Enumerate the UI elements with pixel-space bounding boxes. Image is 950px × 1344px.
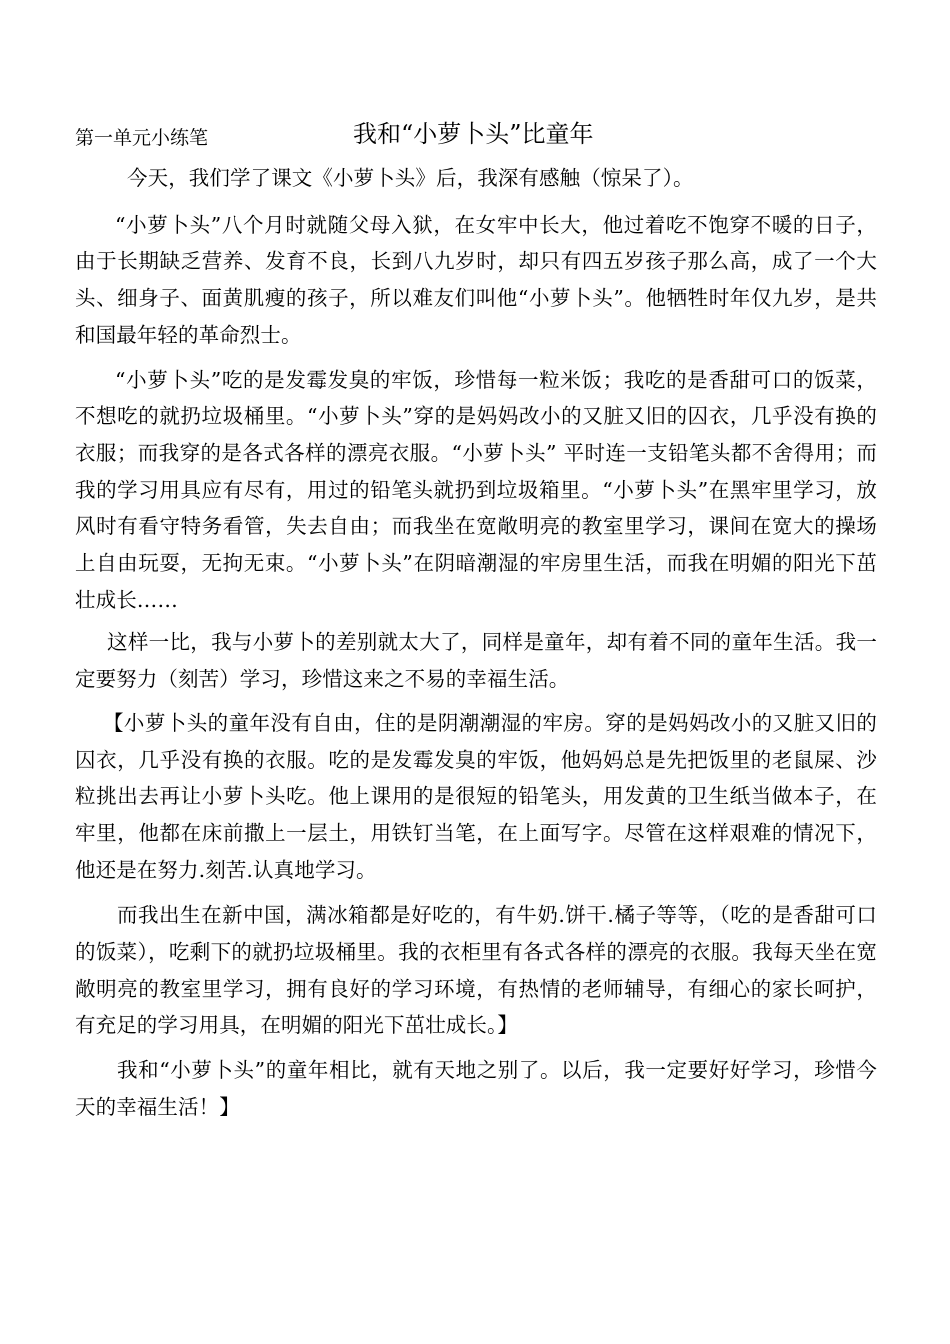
- unit-label: 第一单元小练笔: [75, 127, 209, 149]
- paragraph-comparison: “小萝卜头”吃的是发霉发臭的牢饭，珍惜每一粒米饭；我吃的是香甜可口的饭菜，不想吃的就扔垃圾桶里。“小萝卜头”穿的是妈妈改小的又脏又旧的囚衣，几乎没有换的衣服；而我穿的是各式各样的漂亮衣服。“小萝卜头” 平时连一支铅笔头都不舍得用；而我的学习用具应有尽有，用过的铅笔头就扔到垃圾箱里。“小萝卜头”在黑牢里学习，放风时有看守特务看管，失去自由；而我坐在宽敞明亮的教室里学习，课间在宽大的操场上自由玩耍，无拘无束。“小萝卜头”在阴暗潮湿的牢房里生活，而我在明媚的阳光下茁壮成长……: [75, 367, 877, 612]
- essay-body: [75, 160, 877, 1126]
- essay-title: 我和“小萝卜头”比童年: [353, 120, 594, 148]
- paragraph-background: “小萝卜头”八个月时就随父母入狱，在女牢中长大，他过着吃不饱穿不暖的日子，由于长期缺乏营养、发育不良，长到八九岁时，却只有四五岁孩子那么高，成了一个大头、细身子、面黄肌瘦的孩子，所以难友们叫他“小萝卜头”。他牺牲时年仅九岁，是共和国最年轻的革命烈士。: [75, 212, 877, 347]
- header: [75, 118, 875, 158]
- paragraph-reflection: 这样一比，我与小萝卜的差别就太大了，同样是童年，却有着不同的童年生活。我一定要努力（刻苦）学习，珍惜这来之不易的幸福生活。: [75, 630, 877, 692]
- paragraph-bracket-past: 【小萝卜头的童年没有自由，住的是阴潮潮湿的牢房。穿的是妈妈改小的又脏又旧的囚衣，几乎没有换的衣服。吃的是发霉发臭的牢饭，他妈妈总是先把饭里的老鼠屎、沙粒挑出去再让小萝卜头吃。他上课用的是很短的铅笔头，用发黄的卫生纸当做本子，在牢里，他都在床前撒上一层土，用铁钉当笔，在上面写字。尽管在这样艰难的情况下，他还是在努力.刻苦.认真地学习。: [75, 710, 877, 882]
- paragraph-intro: 今天，我们学了课文《小萝卜头》后，我深有感触（惊呆了）。: [127, 166, 694, 190]
- paragraph-conclusion: 我和“小萝卜头”的童年相比，就有天地之别了。以后，我一定要好好学习，珍惜今天的幸福生活！】: [75, 1058, 877, 1119]
- paragraph-bracket-present: 而我出生在新中国，满冰箱都是好吃的，有牛奶.饼干.橘子等等，（吃的是香甜可口的饭菜），吃剩下的就扔垃圾桶里。我的衣柜里有各式各样的漂亮的衣服。我每天坐在宽敞明亮的教室里学习，拥有良好的学习环境，有热情的老师辅导，有细心的家长呵护，有充足的学习用具，在明媚的阳光下茁壮成长。】: [75, 903, 877, 1038]
